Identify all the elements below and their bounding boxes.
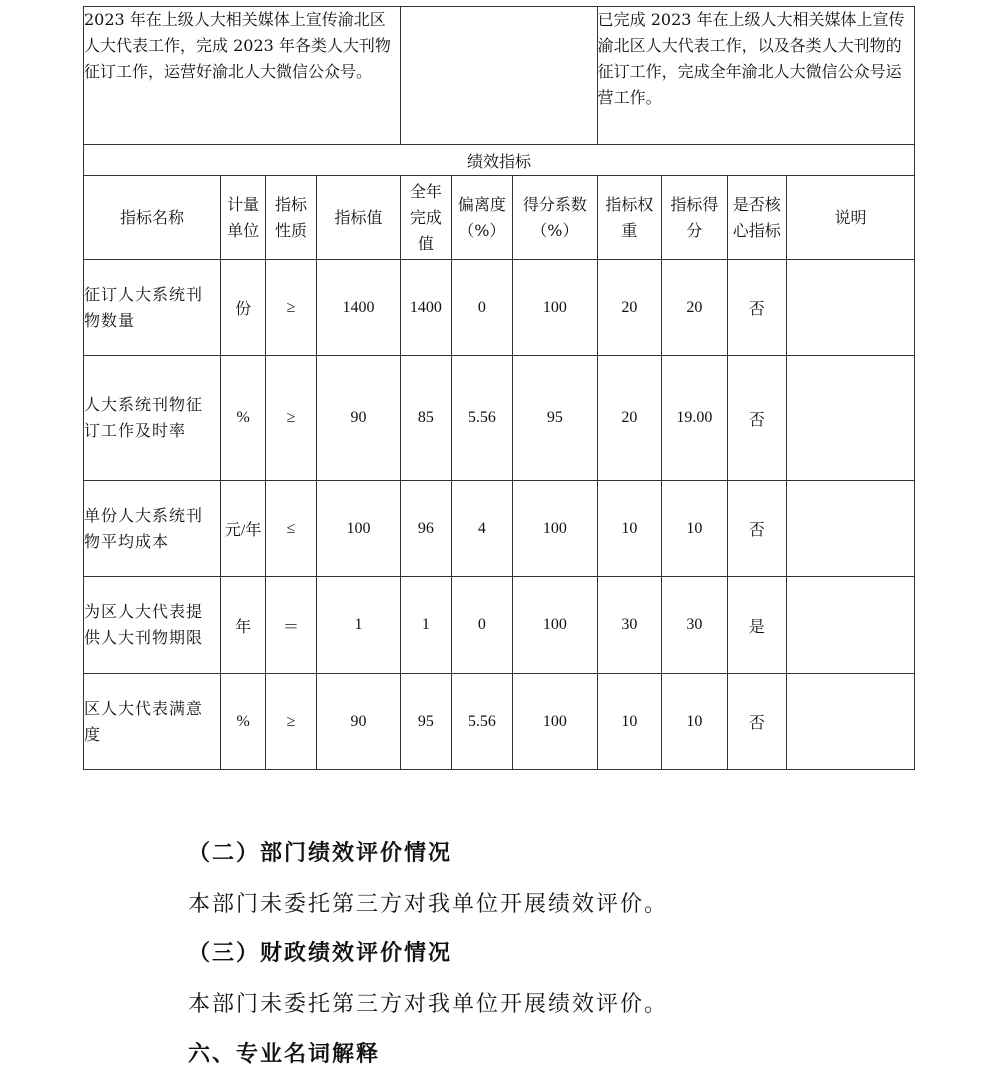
paragraph-finance-evaluation: 本部门未委托第三方对我单位开展绩效评价。 [188,992,669,1017]
cell-nature: ≥ [266,260,316,356]
cell-name: 区人大代表满意度 [84,674,221,770]
goal-row [84,7,915,145]
header-name: 指标名称 [84,176,221,260]
cell-weight: 20 [597,356,661,481]
cell-target: 100 [316,481,401,577]
cell-coef: 100 [513,260,598,356]
cell-name: 为区人大代表提供人大刊物期限 [84,577,221,674]
heading-dept-evaluation: （二）部门绩效评价情况 [188,840,453,866]
cell-deviation: 5.56 [451,674,512,770]
cell-nature: ≥ [266,356,316,481]
cell-actual: 95 [401,674,451,770]
header-weight: 指标权 重 [597,176,661,260]
header-actual: 全年 完成 值 [401,176,451,260]
cell-target: 1 [316,577,401,674]
cell-coef: 100 [513,481,598,577]
cell-note [786,356,914,481]
cell-note [786,481,914,577]
cell-deviation: 0 [451,577,512,674]
cell-name: 单份人大系统刊物平均成本 [84,481,221,577]
cell-score: 20 [662,260,727,356]
cell-actual: 85 [401,356,451,481]
cell-score: 19.00 [662,356,727,481]
cell-score: 10 [662,481,727,577]
header-target: 指标值 [316,176,401,260]
cell-note [786,674,914,770]
cell-core: 否 [727,260,786,356]
header-score: 指标得 分 [662,176,727,260]
cell-score: 30 [662,577,727,674]
goal-actual-text: 已完成 2023 年在上级人大相关媒体上宣传渝北区人大代表工作，以及各类人大刊物的征订工作，完成全年渝北人大微信公众号运营工作。 [597,7,914,145]
cell-note [786,577,914,674]
cell-weight: 10 [597,481,661,577]
cell-nature: ≤ [266,481,316,577]
goal-target-text: 2023 年在上级人大相关媒体上宣传渝北区人大代表工作，完成 2023 年各类人大刊物征订工作，运营好渝北人大微信公众号。 [84,7,401,145]
cell-coef: 100 [513,577,598,674]
heading-finance-evaluation: （三）财政绩效评价情况 [188,940,453,966]
cell-score: 10 [662,674,727,770]
table-row [84,356,915,481]
cell-actual: 1400 [401,260,451,356]
cell-note [786,260,914,356]
table-row [84,260,915,356]
header-nature: 指标 性质 [266,176,316,260]
cell-core: 否 [727,481,786,577]
table-row [84,674,915,770]
cell-name: 人大系统刊物征订工作及时率 [84,356,221,481]
cell-core: 是 [727,577,786,674]
section-title-row [84,145,915,176]
performance-table [83,6,915,770]
cell-core: 否 [727,356,786,481]
table-row [84,481,915,577]
cell-coef: 95 [513,356,598,481]
heading-terms: 六、专业名词解释 [188,1041,381,1067]
cell-coef: 100 [513,674,598,770]
cell-weight: 30 [597,577,661,674]
cell-unit: 份 [220,260,265,356]
cell-deviation: 5.56 [451,356,512,481]
table-row [84,577,915,674]
paragraph-dept-evaluation: 本部门未委托第三方对我单位开展绩效评价。 [188,892,669,917]
header-row [84,176,915,260]
cell-weight: 20 [597,260,661,356]
section-title: 绩效指标 [84,145,915,176]
header-deviation: 偏离度 （%） [451,176,512,260]
header-coef: 得分系数 （%） [513,176,598,260]
header-core: 是否核 心指标 [727,176,786,260]
cell-unit: % [220,674,265,770]
goal-middle-cell [401,7,597,145]
cell-weight: 10 [597,674,661,770]
cell-name: 征订人大系统刊物数量 [84,260,221,356]
indicator-rows [84,260,915,770]
cell-actual: 1 [401,577,451,674]
cell-core: 否 [727,674,786,770]
cell-nature: ＝ [266,577,316,674]
cell-unit: 元/年 [220,481,265,577]
cell-unit: % [220,356,265,481]
cell-target: 90 [316,356,401,481]
header-unit: 计量 单位 [220,176,265,260]
cell-actual: 96 [401,481,451,577]
header-note: 说明 [786,176,914,260]
cell-deviation: 4 [451,481,512,577]
cell-unit: 年 [220,577,265,674]
cell-target: 1400 [316,260,401,356]
cell-nature: ≥ [266,674,316,770]
cell-target: 90 [316,674,401,770]
cell-deviation: 0 [451,260,512,356]
